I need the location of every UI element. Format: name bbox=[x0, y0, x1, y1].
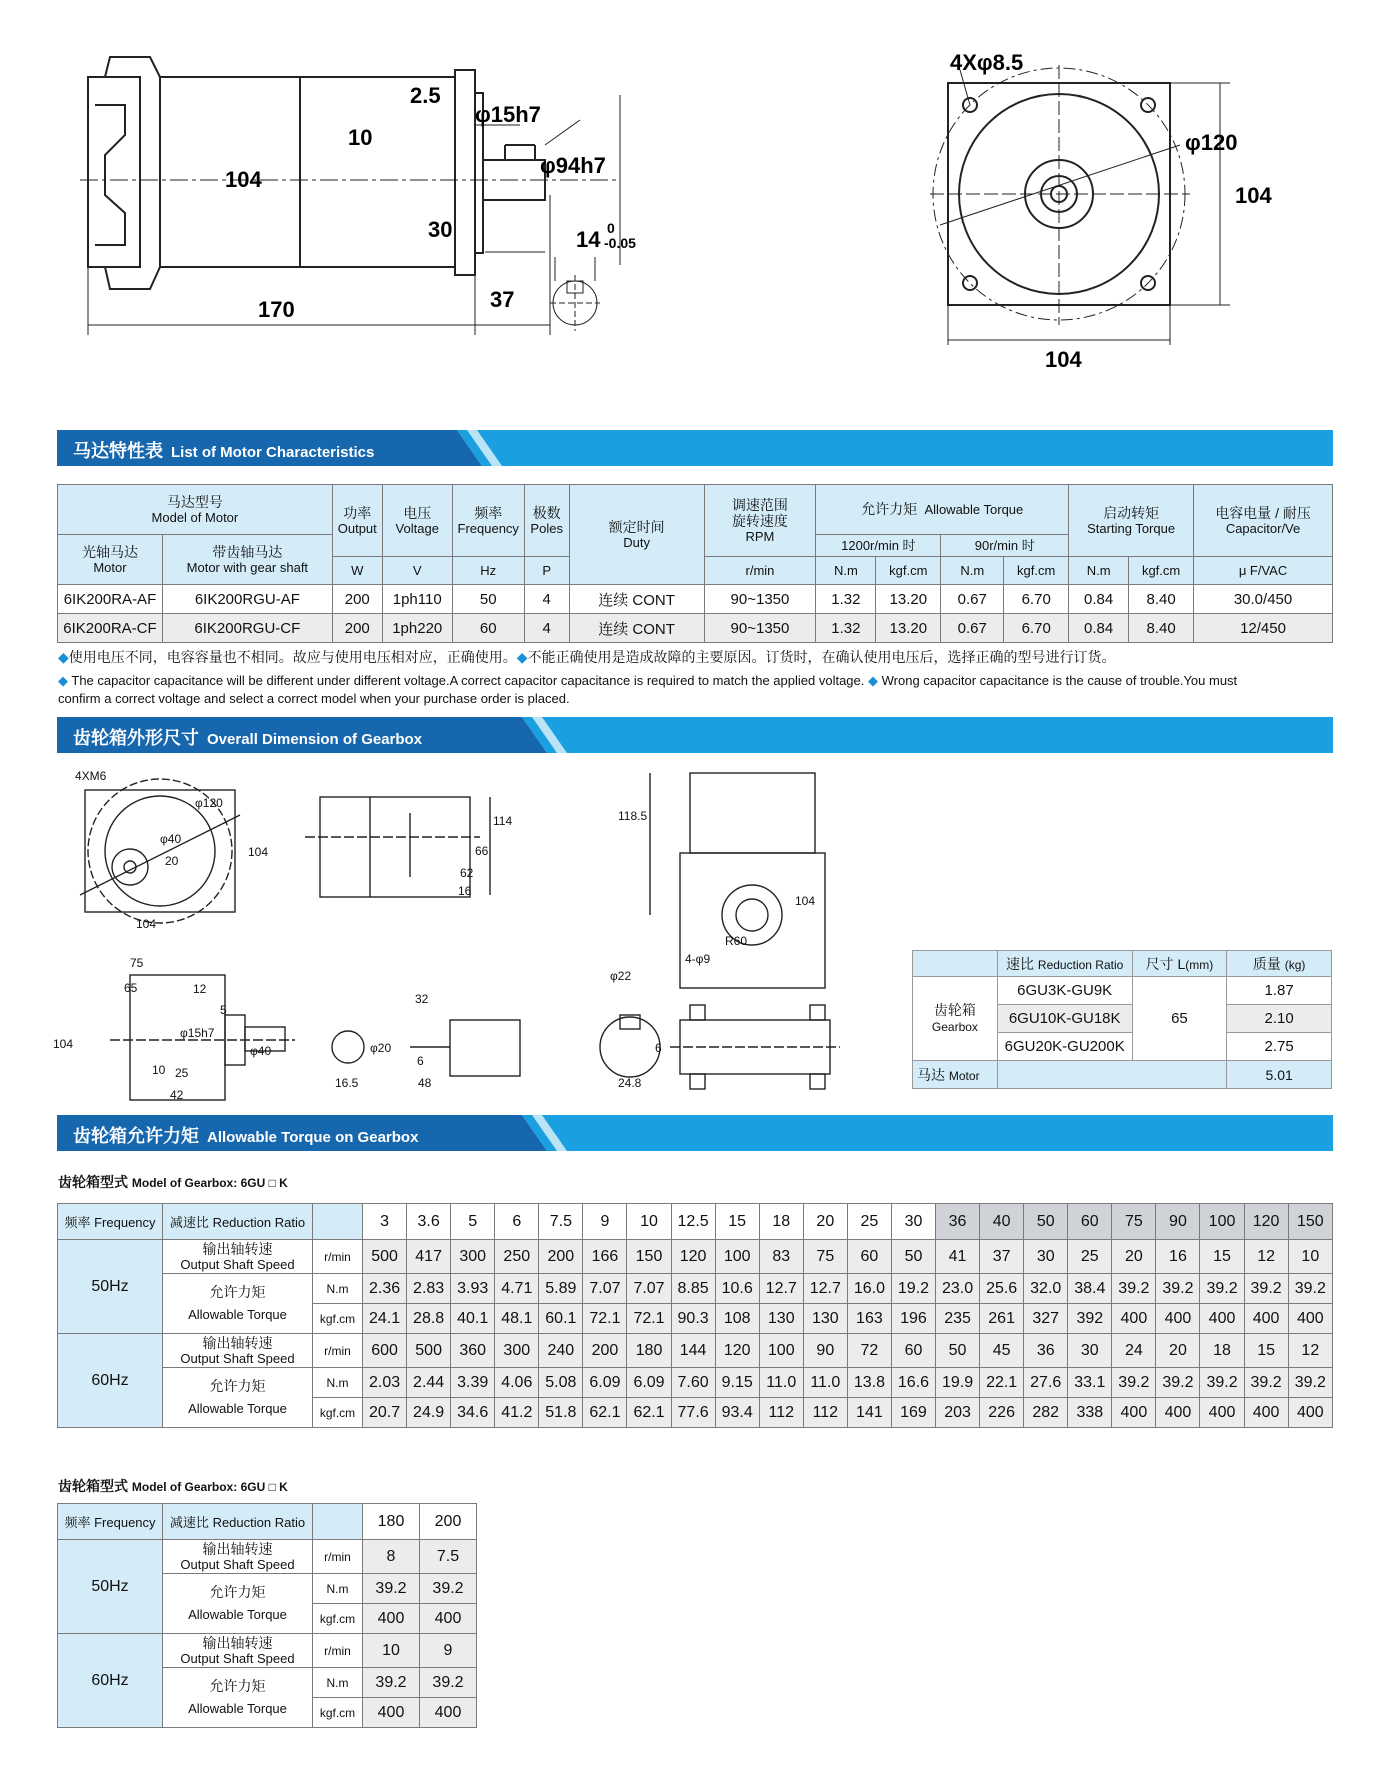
ratio-cell: 30 bbox=[891, 1204, 935, 1240]
note-en: ◆ The capacitor capacitance will be different under different voltage.A correct capacitor capacitance is required to match the applied voltage. ◆ Wrong capacitor capacitance is the cause of trouble.You must confirm a correct voltage and select a correct model when your purchase order is placed. bbox=[58, 673, 1238, 706]
header-frequency: 频率 Frequency bbox=[58, 1504, 163, 1540]
diamond-icon: ◆ bbox=[58, 649, 69, 665]
unit-nm: N.m bbox=[941, 557, 1004, 585]
dim-104: 104 bbox=[248, 845, 269, 859]
value-cell: 400 bbox=[1200, 1304, 1244, 1334]
value-cell: 72.1 bbox=[627, 1304, 671, 1334]
value-cell: 8.85 bbox=[671, 1274, 715, 1304]
ratio-cell: 75 bbox=[1112, 1204, 1156, 1240]
value-cell: 3.39 bbox=[451, 1368, 495, 1398]
value-cell: 400 bbox=[1112, 1304, 1156, 1334]
value-cell: 9.15 bbox=[715, 1368, 759, 1398]
dim-104: 104 bbox=[136, 917, 157, 931]
dim-phi40: φ40 bbox=[160, 832, 182, 846]
value-cell: 300 bbox=[451, 1240, 495, 1274]
dim-phi22: φ22 bbox=[610, 969, 632, 983]
value-cell: 500 bbox=[363, 1240, 407, 1274]
value-cell: 34.6 bbox=[451, 1398, 495, 1428]
dim-tol-lower: -0.05 bbox=[604, 235, 636, 251]
value-cell: 93.4 bbox=[715, 1398, 759, 1428]
value-cell: 10 bbox=[1288, 1240, 1332, 1274]
ratio-cell: 180 bbox=[363, 1504, 420, 1540]
unit-nm: N.m bbox=[1069, 557, 1129, 585]
frequency-cell: 50Hz bbox=[58, 1240, 163, 1334]
value-cell: 226 bbox=[980, 1398, 1024, 1428]
value-cell: 400 bbox=[1112, 1398, 1156, 1428]
value-cell: 45 bbox=[980, 1334, 1024, 1368]
dim-104: 104 bbox=[795, 894, 816, 908]
value-cell: 11.0 bbox=[759, 1368, 803, 1398]
header-shaft-motor: 光轴马达 Motor bbox=[58, 535, 163, 585]
unit-cell: kgf.cm bbox=[313, 1398, 363, 1428]
header-frequency: 频率 Frequency bbox=[452, 485, 524, 557]
value-cell: 250 bbox=[495, 1240, 539, 1274]
ratio-cell: 120 bbox=[1244, 1204, 1288, 1240]
value-cell: 62.1 bbox=[627, 1398, 671, 1428]
value-cell: 327 bbox=[1024, 1304, 1068, 1334]
value-cell: 130 bbox=[803, 1304, 847, 1334]
dim-104: 104 bbox=[225, 167, 262, 192]
value-cell: 400 bbox=[1244, 1304, 1288, 1334]
gearbox-drawings bbox=[50, 765, 910, 1105]
value-cell: 22.1 bbox=[980, 1368, 1024, 1398]
motor-label: 马达 Motor bbox=[913, 1061, 998, 1089]
value-cell: 400 bbox=[363, 1604, 420, 1634]
unit-kgf: kgf.cm bbox=[1004, 557, 1069, 585]
unit-cell: r/min bbox=[313, 1334, 363, 1368]
value-cell: 400 bbox=[1288, 1304, 1332, 1334]
speed-label: 输出轴转速 Output Shaft Speed bbox=[163, 1634, 313, 1668]
value-cell: 200 bbox=[539, 1240, 583, 1274]
value-cell: 60 bbox=[891, 1334, 935, 1368]
dim-32: 32 bbox=[415, 992, 429, 1006]
value-cell: 15 bbox=[1200, 1240, 1244, 1274]
value-cell: 13.8 bbox=[847, 1368, 891, 1398]
value-cell: 5.08 bbox=[539, 1368, 583, 1398]
value-cell: 10 bbox=[363, 1634, 420, 1668]
value-cell: 77.6 bbox=[671, 1398, 715, 1428]
frequency-cell: 50Hz bbox=[58, 1540, 163, 1634]
header-rpm: 调速范围 旋转速度 RPM bbox=[704, 485, 816, 557]
section-title: 齿轮箱外形尺寸 Overall Dimension of Gearbox bbox=[73, 728, 423, 748]
ratio-cell: 18 bbox=[759, 1204, 803, 1240]
value-cell: 8 bbox=[363, 1540, 420, 1574]
value-cell: 72 bbox=[847, 1334, 891, 1368]
motor-side-view-drawing bbox=[80, 45, 780, 385]
value-cell: 90.3 bbox=[671, 1304, 715, 1334]
dim-42: 42 bbox=[170, 1088, 184, 1102]
header-frequency: 频率 Frequency bbox=[58, 1204, 163, 1240]
ratio-cell: 6 bbox=[495, 1204, 539, 1240]
value-cell: 400 bbox=[420, 1604, 477, 1634]
value-cell: 28.8 bbox=[407, 1304, 451, 1334]
value-cell: 39.2 bbox=[1244, 1274, 1288, 1304]
value-cell: 39.2 bbox=[1200, 1368, 1244, 1398]
header-starting-torque: 启动转矩 Starting Torque bbox=[1069, 485, 1194, 557]
dim-6: 6 bbox=[417, 1054, 424, 1068]
gearbox-label: 齿轮箱 Gearbox bbox=[913, 977, 998, 1061]
value-cell: 261 bbox=[980, 1304, 1024, 1334]
header-voltage: 电压 Voltage bbox=[382, 485, 452, 557]
value-cell: 100 bbox=[759, 1334, 803, 1368]
value-cell: 108 bbox=[715, 1304, 759, 1334]
diamond-icon: ◆ bbox=[58, 673, 68, 688]
unit-cell: N.m bbox=[313, 1274, 363, 1304]
value-cell: 39.2 bbox=[1288, 1274, 1332, 1304]
dim-25: 25 bbox=[175, 1066, 189, 1080]
value-cell: 32.0 bbox=[1024, 1274, 1068, 1304]
value-cell: 166 bbox=[583, 1240, 627, 1274]
dim-4xm6: 4XM6 bbox=[75, 769, 107, 783]
header-capacitor: 电容电量 / 耐压 Capacitor/Ve bbox=[1194, 485, 1333, 557]
value-cell: 41.2 bbox=[495, 1398, 539, 1428]
dim-10: 10 bbox=[348, 125, 373, 150]
value-cell: 27.6 bbox=[1024, 1368, 1068, 1398]
header-90: 90r/min 时 bbox=[941, 535, 1069, 557]
value-cell: 39.2 bbox=[1200, 1274, 1244, 1304]
dim-20: 20 bbox=[165, 854, 179, 868]
unit-cell: kgf.cm bbox=[313, 1698, 363, 1728]
value-cell: 6.09 bbox=[583, 1368, 627, 1398]
ratio-cell: 150 bbox=[1288, 1204, 1332, 1240]
dim-94h7: φ94h7 bbox=[540, 153, 606, 178]
speed-label: 输出轴转速 Output Shaft Speed bbox=[163, 1334, 313, 1368]
section-title: 马达特性表 List of Motor Characteristics bbox=[73, 441, 375, 461]
value-cell: 7.07 bbox=[583, 1274, 627, 1304]
section-header-gearbox-torque bbox=[57, 1115, 1333, 1151]
header-output: 功率 Output bbox=[332, 485, 382, 557]
value-cell: 392 bbox=[1068, 1304, 1112, 1334]
value-cell: 100 bbox=[715, 1240, 759, 1274]
value-cell: 20 bbox=[1156, 1334, 1200, 1368]
ratio-cell: 200 bbox=[420, 1504, 477, 1540]
dim-66: 66 bbox=[475, 844, 489, 858]
value-cell: 50 bbox=[891, 1240, 935, 1274]
section-header-motor-characteristics bbox=[57, 430, 1333, 466]
gearbox-model-label: 齿轮箱型式 Model of Gearbox: 6GU □ K bbox=[58, 1174, 288, 1190]
ratio-cell: 10 bbox=[627, 1204, 671, 1240]
dim-104-right: 104 bbox=[1235, 183, 1272, 208]
value-cell: 39.2 bbox=[1156, 1274, 1200, 1304]
dim-14: 14 bbox=[576, 227, 601, 252]
dim-118-5: 118.5 bbox=[618, 809, 648, 823]
value-cell: 4.71 bbox=[495, 1274, 539, 1304]
torque-label: 允许力矩 Allowable Torque bbox=[163, 1668, 313, 1728]
dim-65: 65 bbox=[124, 981, 138, 995]
ratio-cell: 60 bbox=[1068, 1204, 1112, 1240]
value-cell: 240 bbox=[539, 1334, 583, 1368]
ratio-cell: 36 bbox=[936, 1204, 980, 1240]
dim-104: 104 bbox=[53, 1037, 74, 1051]
unit-cell: N.m bbox=[313, 1668, 363, 1698]
value-cell: 400 bbox=[1244, 1398, 1288, 1428]
value-cell: 12.7 bbox=[803, 1274, 847, 1304]
header-ratio: 减速比 Reduction Ratio bbox=[163, 1504, 313, 1540]
value-cell: 90 bbox=[803, 1334, 847, 1368]
gearbox-model-label-2: 齿轮箱型式 Model of Gearbox: 6GU □ K bbox=[58, 1478, 288, 1494]
ratio-cell: 90 bbox=[1156, 1204, 1200, 1240]
dim-48: 48 bbox=[418, 1076, 432, 1090]
value-cell: 11.0 bbox=[803, 1368, 847, 1398]
value-cell: 417 bbox=[407, 1240, 451, 1274]
frequency-cell: 60Hz bbox=[58, 1334, 163, 1428]
value-cell: 150 bbox=[627, 1240, 671, 1274]
ratio-cell: 3.6 bbox=[407, 1204, 451, 1240]
value-cell: 300 bbox=[495, 1334, 539, 1368]
value-cell: 203 bbox=[936, 1398, 980, 1428]
value-cell: 16.0 bbox=[847, 1274, 891, 1304]
value-cell: 39.2 bbox=[1288, 1368, 1332, 1398]
unit-cell: kgf.cm bbox=[313, 1304, 363, 1334]
gearbox-spec-table: 速比 Reduction Ratio 尺寸 L(mm) 质量 (kg) 齿轮箱 Gearbox 6GU3K-GU9K 65 1.87 6GU10K-GU18K 2.10 6GU20K-GU200K 2.75 马达 Motor 5.01 bbox=[912, 950, 1332, 1089]
dim-phi120: φ120 bbox=[195, 796, 223, 810]
dim-6: 6 bbox=[655, 1041, 662, 1055]
section-header-gearbox-dimension bbox=[57, 717, 1333, 753]
value-cell: 18 bbox=[1200, 1334, 1244, 1368]
value-cell: 112 bbox=[759, 1398, 803, 1428]
value-cell: 3.93 bbox=[451, 1274, 495, 1304]
value-cell: 16 bbox=[1156, 1240, 1200, 1274]
value-cell: 7.07 bbox=[627, 1274, 671, 1304]
diamond-icon: ◆ bbox=[868, 673, 878, 688]
value-cell: 12 bbox=[1244, 1240, 1288, 1274]
dim-16-5: 16.5 bbox=[335, 1076, 359, 1090]
value-cell: 282 bbox=[1024, 1398, 1068, 1428]
header-model: 马达型号 Model of Motor bbox=[58, 485, 333, 535]
unit-p: P bbox=[524, 557, 569, 585]
dim-phi40: φ40 bbox=[250, 1044, 272, 1058]
ratio-cell: 15 bbox=[715, 1204, 759, 1240]
torque-table-1 bbox=[57, 1203, 1333, 1428]
header-1200: 1200r/min 时 bbox=[816, 535, 941, 557]
dim-5: 5 bbox=[220, 1003, 227, 1017]
value-cell: 120 bbox=[671, 1240, 715, 1274]
frequency-cell: 60Hz bbox=[58, 1634, 163, 1728]
dim-16: 16 bbox=[458, 884, 472, 898]
header-duty: 额定时间 Duty bbox=[569, 485, 704, 585]
value-cell: 39.2 bbox=[1156, 1368, 1200, 1398]
value-cell: 200 bbox=[583, 1334, 627, 1368]
value-cell: 39.2 bbox=[1244, 1368, 1288, 1398]
unit-kgf: kgf.cm bbox=[876, 557, 941, 585]
value-cell: 16.6 bbox=[891, 1368, 935, 1398]
unit-cell: kgf.cm bbox=[313, 1604, 363, 1634]
header-gear-motor: 带齿轴马达 Motor with gear shaft bbox=[162, 535, 332, 585]
unit-kgf: kgf.cm bbox=[1129, 557, 1194, 585]
value-cell: 235 bbox=[936, 1304, 980, 1334]
header-mass: 质量 (kg) bbox=[1227, 951, 1332, 977]
value-cell: 15 bbox=[1244, 1334, 1288, 1368]
value-cell: 400 bbox=[420, 1698, 477, 1728]
value-cell: 338 bbox=[1068, 1398, 1112, 1428]
value-cell: 2.36 bbox=[363, 1274, 407, 1304]
value-cell: 33.1 bbox=[1068, 1368, 1112, 1398]
unit-cap: μ F/VAC bbox=[1194, 557, 1333, 585]
value-cell: 141 bbox=[847, 1398, 891, 1428]
dim-24-8: 24.8 bbox=[618, 1076, 642, 1090]
value-cell: 360 bbox=[451, 1334, 495, 1368]
value-cell: 7.60 bbox=[671, 1368, 715, 1398]
value-cell: 25.6 bbox=[980, 1274, 1024, 1304]
value-cell: 12.7 bbox=[759, 1274, 803, 1304]
value-cell: 38.4 bbox=[1068, 1274, 1112, 1304]
torque-label: 允许力矩 Allowable Torque bbox=[163, 1574, 313, 1634]
ratio-cell: 50 bbox=[1024, 1204, 1068, 1240]
value-cell: 75 bbox=[803, 1240, 847, 1274]
value-cell: 7.5 bbox=[420, 1540, 477, 1574]
value-cell: 19.9 bbox=[936, 1368, 980, 1398]
dim-62: 62 bbox=[460, 866, 474, 880]
value-cell: 400 bbox=[363, 1698, 420, 1728]
value-cell: 112 bbox=[803, 1398, 847, 1428]
unit-cell: r/min bbox=[313, 1240, 363, 1274]
ratio-cell: 7.5 bbox=[539, 1204, 583, 1240]
value-cell: 39.2 bbox=[1112, 1274, 1156, 1304]
unit-cell: N.m bbox=[313, 1574, 363, 1604]
ratio-cell: 9 bbox=[583, 1204, 627, 1240]
value-cell: 2.03 bbox=[363, 1368, 407, 1398]
dim-170: 170 bbox=[258, 297, 295, 322]
value-cell: 19.2 bbox=[891, 1274, 935, 1304]
value-cell: 5.89 bbox=[539, 1274, 583, 1304]
value-cell: 400 bbox=[1200, 1398, 1244, 1428]
table-row: 6IK200RA-AF 6IK200RGU-AF 200 1ph110 50 4 连续 CONT 90~1350 1.32 13.20 0.67 6.70 0.84 8.40 30.0/450 bbox=[58, 585, 1333, 614]
speed-label: 输出轴转速 Output Shaft Speed bbox=[163, 1540, 313, 1574]
value-cell: 39.2 bbox=[1112, 1368, 1156, 1398]
value-cell: 20 bbox=[1112, 1240, 1156, 1274]
value-cell: 39.2 bbox=[420, 1668, 477, 1698]
ratio-cell: 5 bbox=[451, 1204, 495, 1240]
value-cell: 60.1 bbox=[539, 1304, 583, 1334]
ratio-cell: 25 bbox=[847, 1204, 891, 1240]
diamond-icon: ◆ bbox=[516, 649, 528, 665]
unit-cell: r/min bbox=[313, 1634, 363, 1668]
value-cell: 24.1 bbox=[363, 1304, 407, 1334]
header-ratio: 减速比 Reduction Ratio bbox=[163, 1204, 313, 1240]
value-cell: 51.8 bbox=[539, 1398, 583, 1428]
motor-front-view-drawing bbox=[930, 45, 1310, 385]
ratio-cell: 40 bbox=[980, 1204, 1024, 1240]
unit-w: W bbox=[332, 557, 382, 585]
dim-tol-upper: 0 bbox=[607, 220, 615, 236]
speed-label: 输出轴转速 Output Shaft Speed bbox=[163, 1240, 313, 1274]
unit-v: V bbox=[382, 557, 452, 585]
value-cell: 10.6 bbox=[715, 1274, 759, 1304]
value-cell: 144 bbox=[671, 1334, 715, 1368]
header-allowable-torque: 允许力矩 Allowable Torque bbox=[816, 485, 1069, 535]
unit-cell: N.m bbox=[313, 1368, 363, 1398]
value-cell: 37 bbox=[980, 1240, 1024, 1274]
value-cell: 36 bbox=[1024, 1334, 1068, 1368]
value-cell: 39.2 bbox=[363, 1668, 420, 1698]
value-cell: 2.44 bbox=[407, 1368, 451, 1398]
value-cell: 24 bbox=[1112, 1334, 1156, 1368]
value-cell: 72.1 bbox=[583, 1304, 627, 1334]
value-cell: 180 bbox=[627, 1334, 671, 1368]
value-cell: 30 bbox=[1068, 1334, 1112, 1368]
ratio-cell: 20 bbox=[803, 1204, 847, 1240]
value-cell: 39.2 bbox=[363, 1574, 420, 1604]
value-cell: 83 bbox=[759, 1240, 803, 1274]
dim-phi15h7: φ15h7 bbox=[180, 1026, 215, 1040]
ratio-cell: 3 bbox=[363, 1204, 407, 1240]
section-title: 齿轮箱允许力矩 Allowable Torque on Gearbox bbox=[73, 1126, 419, 1146]
value-cell: 62.1 bbox=[583, 1398, 627, 1428]
value-cell: 400 bbox=[1156, 1304, 1200, 1334]
value-cell: 130 bbox=[759, 1304, 803, 1334]
dim-4-phi9: 4-φ9 bbox=[685, 952, 711, 966]
unit-hz: Hz bbox=[452, 557, 524, 585]
value-cell: 20.7 bbox=[363, 1398, 407, 1428]
value-cell: 60 bbox=[847, 1240, 891, 1274]
value-cell: 39.2 bbox=[420, 1574, 477, 1604]
value-cell: 163 bbox=[847, 1304, 891, 1334]
value-cell: 400 bbox=[1288, 1398, 1332, 1428]
dim-30: 30 bbox=[428, 217, 453, 242]
value-cell: 48.1 bbox=[495, 1304, 539, 1334]
table-row: 6IK200RA-CF 6IK200RGU-CF 200 1ph220 60 4 连续 CONT 90~1350 1.32 13.20 0.67 6.70 0.84 8.40 12/450 bbox=[58, 614, 1333, 643]
value-cell: 50 bbox=[936, 1334, 980, 1368]
value-cell: 12 bbox=[1288, 1334, 1332, 1368]
unit-rmin: r/min bbox=[704, 557, 816, 585]
value-cell: 400 bbox=[1156, 1398, 1200, 1428]
dim-phi20: φ20 bbox=[370, 1041, 392, 1055]
value-cell: 500 bbox=[407, 1334, 451, 1368]
value-cell: 30 bbox=[1024, 1240, 1068, 1274]
dim-15h7: φ15h7 bbox=[475, 102, 541, 127]
value-cell: 120 bbox=[715, 1334, 759, 1368]
dim-10: 10 bbox=[152, 1063, 166, 1077]
unit-cell: r/min bbox=[313, 1540, 363, 1574]
value-cell: 23.0 bbox=[936, 1274, 980, 1304]
value-cell: 4.06 bbox=[495, 1368, 539, 1398]
ratio-cell: 12.5 bbox=[671, 1204, 715, 1240]
header-ratio: 速比 Reduction Ratio bbox=[997, 951, 1132, 977]
note-cn: ◆使用电压不同，电容容量也不相同。故应与使用电压相对应，正确使用。◆不能正确使用是造成故障的主要原因。订货时，在确认使用电压后，选择正确的型号进行订货。 bbox=[58, 649, 1116, 665]
value-cell: 40.1 bbox=[451, 1304, 495, 1334]
value-cell: 169 bbox=[891, 1398, 935, 1428]
dim-114: 114 bbox=[493, 814, 513, 828]
torque-label: 允许力矩 Allowable Torque bbox=[163, 1274, 313, 1334]
dim-120: φ120 bbox=[1185, 130, 1238, 155]
torque-label: 允许力矩 Allowable Torque bbox=[163, 1368, 313, 1428]
dim-75: 75 bbox=[130, 956, 144, 970]
value-cell: 41 bbox=[936, 1240, 980, 1274]
value-cell: 6.09 bbox=[627, 1368, 671, 1398]
dim-37: 37 bbox=[490, 287, 515, 312]
value-cell: 24.9 bbox=[407, 1398, 451, 1428]
value-cell: 9 bbox=[420, 1634, 477, 1668]
torque-table-2 bbox=[57, 1503, 477, 1728]
value-cell: 2.83 bbox=[407, 1274, 451, 1304]
dim-r60: R60 bbox=[725, 934, 748, 948]
unit-nm: N.m bbox=[816, 557, 876, 585]
dim-104-bottom: 104 bbox=[1045, 347, 1082, 372]
dim-4x-8-5: 4Xφ8.5 bbox=[950, 50, 1024, 75]
dim-12: 12 bbox=[193, 982, 207, 996]
value-cell: 25 bbox=[1068, 1240, 1112, 1274]
header-size: 尺寸 L(mm) bbox=[1132, 951, 1227, 977]
ratio-cell: 100 bbox=[1200, 1204, 1244, 1240]
value-cell: 600 bbox=[363, 1334, 407, 1368]
value-cell: 196 bbox=[891, 1304, 935, 1334]
header-poles: 极数 Poles bbox=[524, 485, 569, 557]
dim-2-5: 2.5 bbox=[410, 83, 441, 108]
motor-characteristics-table bbox=[57, 484, 1333, 643]
